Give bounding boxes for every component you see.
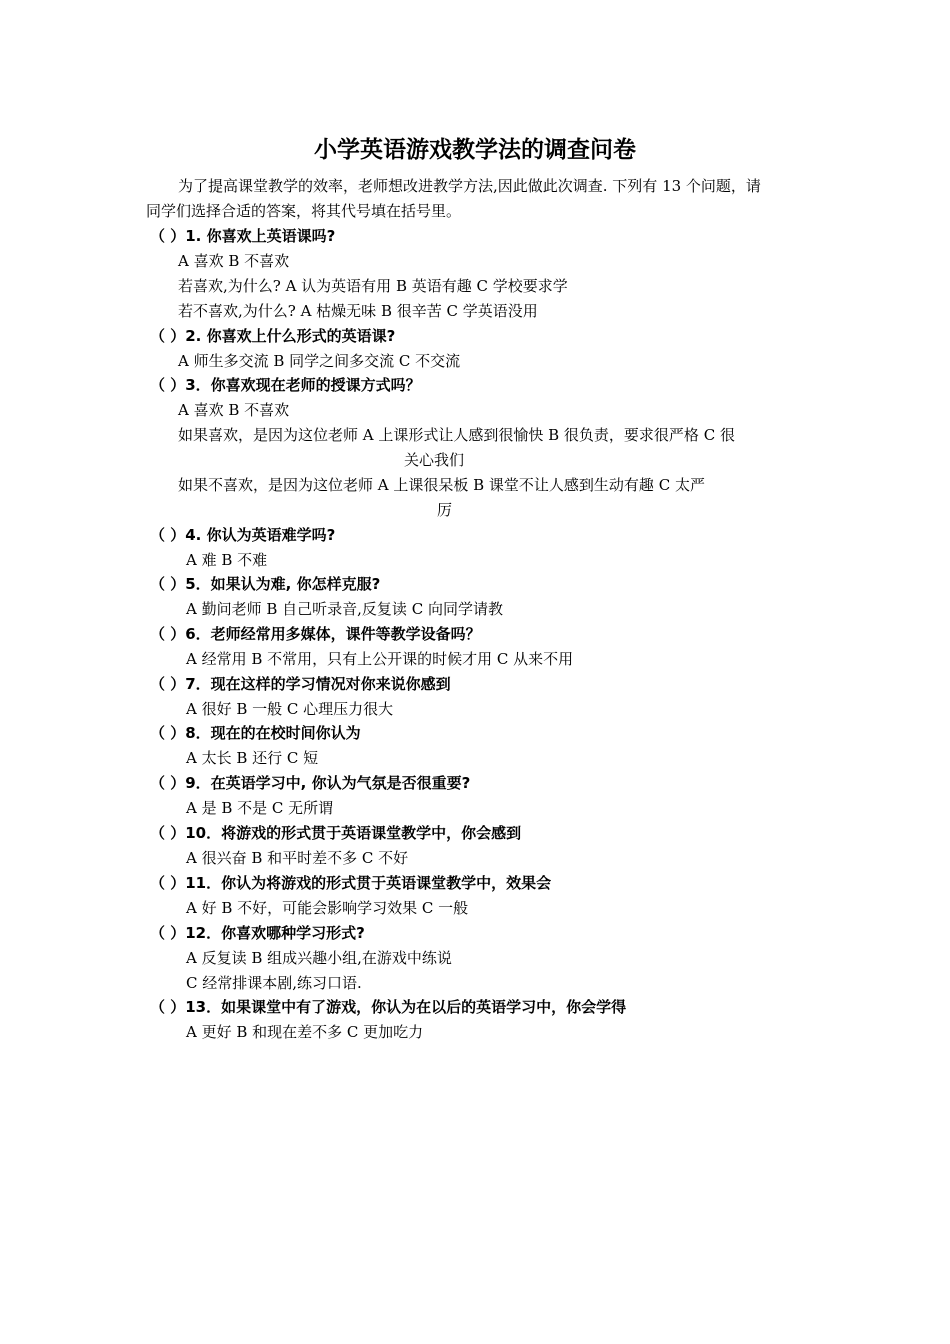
question-13: （ ）13．如果课堂中有了游戏，你认为在以后的英语学习中，你会学得 bbox=[150, 998, 627, 1016]
q3-like-reason: 如果喜欢，是因为这位老师 A 上课形式让人感到很愉快 B 很负责，要求很严格 C 很 bbox=[178, 426, 735, 444]
intro-line-1: 为了提高课堂教学的效率，老师想改进教学方法,因此做此次调查. 下列有 13 个问题，请 bbox=[178, 177, 761, 195]
q6-options: A 经常用 B 不常用，只有上公开课的时候才用 C 从来不用 bbox=[186, 650, 574, 668]
question-3: （ ）3．你喜欢现在老师的授课方式吗？ bbox=[150, 376, 421, 394]
q1-reason-like: 若喜欢,为什么? A 认为英语有用 B 英语有趣 C 学校要求学 bbox=[178, 277, 568, 295]
q2-options: A 师生多交流 B 同学之间多交流 C 不交流 bbox=[178, 352, 461, 370]
q3-dislike-reason: 如果不喜欢，是因为这位老师 A 上课很呆板 B 课堂不让人感到生动有趣 C 太严 bbox=[178, 476, 705, 494]
q8-options: A 太长 B 还行 C 短 bbox=[186, 749, 319, 767]
question-5: （ ）5．如果认为难, 你怎样克服? bbox=[150, 575, 381, 593]
q5-options: A 勤问老师 B 自己听录音,反复读 C 向同学请教 bbox=[186, 600, 503, 618]
question-10: （ ）10．将游戏的形式贯于英语课堂教学中，你会感到 bbox=[150, 824, 522, 842]
q9-options: A 是 B 不是 C 无所谓 bbox=[186, 799, 334, 817]
q3-like-reason-cont: 关心我们 bbox=[404, 451, 465, 469]
question-8: （ ）8．现在的在校时间你认为 bbox=[150, 724, 361, 742]
q11-options: A 好 B 不好，可能会影响学习效果 C 一般 bbox=[186, 899, 469, 917]
question-9: （ ）9．在英语学习中, 你认为气氛是否很重要? bbox=[150, 774, 471, 792]
question-2: （ ）2. 你喜欢上什么形式的英语课? bbox=[150, 327, 396, 345]
q3-options: A 喜欢 B 不喜欢 bbox=[178, 401, 290, 419]
question-4: （ ）4. 你认为英语难学吗? bbox=[150, 526, 336, 544]
q7-options: A 很好 B 一般 C 心理压力很大 bbox=[186, 700, 394, 718]
question-11: （ ）11．你认为将游戏的形式贯于英语课堂教学中，效果会 bbox=[150, 874, 552, 892]
question-12: （ ）12．你喜欢哪种学习形式? bbox=[150, 924, 365, 942]
q12-options: A 反复读 B 组成兴趣小组,在游戏中练说 bbox=[186, 949, 452, 967]
q10-options: A 很兴奋 B 和平时差不多 C 不好 bbox=[186, 849, 409, 867]
intro-line-2: 同学们选择合适的答案，将其代号填在括号里。 bbox=[146, 202, 462, 220]
q3-dislike-reason-cont: 厉 bbox=[437, 501, 453, 519]
question-6: （ ）6．老师经常用多媒体，课件等教学设备吗？ bbox=[150, 625, 481, 643]
q4-options: A 难 B 不难 bbox=[186, 551, 268, 569]
q12-options-cont: C 经常排课本剧,练习口语. bbox=[186, 974, 362, 992]
q1-options: A 喜欢 B 不喜欢 bbox=[178, 252, 290, 270]
question-1: （ ）1. 你喜欢上英语课吗? bbox=[150, 227, 336, 245]
q1-reason-dislike: 若不喜欢,为什么? A 枯燥无味 B 很辛苦 C 学英语没用 bbox=[178, 302, 538, 320]
question-7: （ ）7．现在这样的学习情况对你来说你感到 bbox=[150, 675, 451, 693]
q13-options: A 更好 B 和现在差不多 C 更加吃力 bbox=[186, 1023, 424, 1041]
page-title: 小学英语游戏教学法的调查问卷 bbox=[314, 137, 636, 163]
